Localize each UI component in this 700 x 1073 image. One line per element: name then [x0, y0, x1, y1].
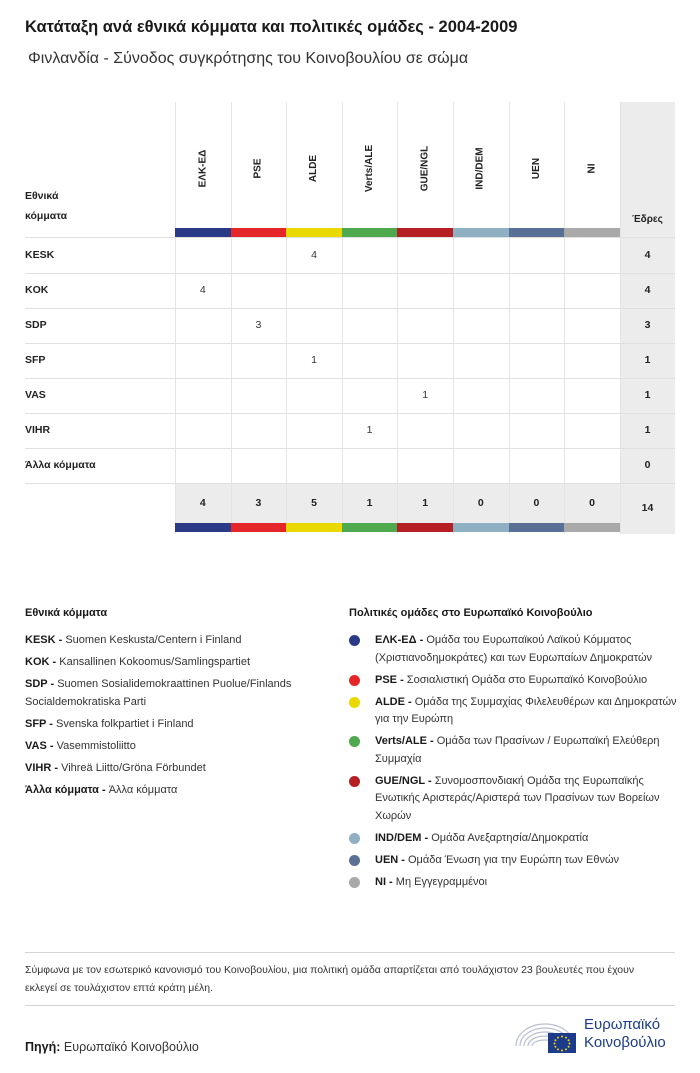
- group-header-label: Verts/ALE: [363, 144, 375, 192]
- group-color-dot-icon: [349, 697, 360, 708]
- political-groups-legend: [349, 632, 679, 896]
- seat-cell: [453, 238, 509, 273]
- party-total-seats: 1: [644, 424, 651, 436]
- group-color-dot-icon: [349, 635, 360, 646]
- seat-cell: 1: [366, 424, 373, 436]
- seat-cell: [564, 413, 620, 448]
- legend-name: Σοσιαλιστική Ομάδα στο Ευρωπαϊκό Κοινοβούλιο: [406, 673, 648, 686]
- seat-cell: [564, 343, 620, 378]
- national-parties-header: Εθνικά κόμματα: [25, 190, 68, 222]
- group-color-dot-icon: [349, 855, 360, 866]
- seat-cell: [564, 448, 620, 483]
- seat-cell: [453, 448, 509, 483]
- group-header-7: [509, 112, 564, 224]
- source-line: [25, 1040, 199, 1054]
- group-total: 1: [366, 497, 373, 509]
- seat-cell: [397, 448, 453, 483]
- seat-cell: [509, 413, 565, 448]
- seat-cell: [509, 273, 565, 308]
- seat-cell: [564, 238, 620, 273]
- seat-cell: [564, 378, 620, 413]
- seat-cell: [564, 273, 620, 308]
- legend-abbr: Verts/ALE -: [375, 735, 437, 747]
- national-parties-legend: [25, 632, 325, 804]
- legend-abbr: KOK -: [25, 656, 60, 668]
- seat-cell: [342, 308, 398, 343]
- group-legend-item: [349, 694, 679, 729]
- group-total: 4: [199, 497, 206, 509]
- seat-cell: [175, 448, 231, 483]
- page-subtitle: Φινλανδία - Σύνοδος συγκρότησης του Κοινοβουλίου σε σώμα: [28, 50, 469, 67]
- party-row-label: KESK: [25, 249, 55, 261]
- legend-abbr: VAS -: [25, 739, 57, 752]
- legend-name: Άλλα κόμματα: [108, 783, 178, 796]
- group-legend-item: [349, 773, 679, 826]
- note-divider-top: [25, 952, 675, 953]
- seat-cell: [342, 448, 398, 483]
- party-total-seats: 0: [644, 459, 651, 471]
- seat-cell: [286, 448, 342, 483]
- legend-abbr: VIHR -: [25, 761, 62, 774]
- party-row-label: KOK: [25, 284, 49, 296]
- group-header-label: UEN: [530, 157, 542, 179]
- party-total-seats: 1: [644, 389, 651, 401]
- group-legend-item: [349, 672, 679, 690]
- group-header-5: [397, 112, 452, 224]
- seat-cell: [342, 343, 398, 378]
- group-total: 0: [477, 497, 484, 509]
- party-row-label: VIHR: [25, 424, 51, 436]
- party-row-label: Άλλα κόμματα: [25, 459, 96, 471]
- group-legend-item: [349, 830, 679, 848]
- seat-cell: [397, 238, 453, 273]
- seat-cell: [453, 273, 509, 308]
- seat-cell: [509, 308, 565, 343]
- group-total: 0: [533, 497, 540, 509]
- party-row-label: SFP: [25, 354, 46, 366]
- national-legend-item: [25, 654, 325, 672]
- group-header-label: ΕΛΚ-ΕΔ: [197, 149, 208, 187]
- source-value: Ευρωπαϊκό Κοινοβούλιο: [63, 1040, 199, 1054]
- seat-cell: [175, 343, 231, 378]
- seat-cell: [509, 343, 565, 378]
- seat-cell: [509, 448, 565, 483]
- party-row-label: VAS: [25, 389, 46, 401]
- logo-text: [584, 1016, 666, 1052]
- seat-cell: [342, 378, 398, 413]
- grand-total-seats: 14: [641, 502, 654, 514]
- group-total: 3: [255, 497, 262, 509]
- legend-name: Ομάδα Ανεξαρτησία/Δημοκρατία: [431, 831, 589, 844]
- legend-name: Ομάδα του Ευρωπαϊκού Λαϊκού Κόμματος (Χριστιανοδημοκράτες) και των Ευρωπαίων Δημοκρατών: [375, 634, 653, 664]
- party-total-seats: 1: [644, 354, 651, 366]
- group-header-label: PSE: [252, 157, 264, 179]
- group-header-6: [453, 112, 508, 224]
- note-divider-bottom: [25, 1005, 675, 1006]
- seats-header: Έδρες: [632, 214, 663, 225]
- seat-cell: [231, 413, 287, 448]
- seat-cell: [231, 448, 287, 483]
- group-color-dot-icon: [349, 776, 360, 787]
- seats-table: [25, 102, 675, 534]
- national-legend-item: [25, 738, 325, 756]
- national-legend-item: [25, 716, 325, 734]
- page-title: Κατάταξη ανά εθνικά κόμματα και πολιτικές ομάδες - 2004-2009: [25, 18, 518, 36]
- group-legend-item: [349, 852, 679, 870]
- group-header-label: ALDE: [308, 154, 320, 182]
- group-color-dot-icon: [349, 833, 360, 844]
- legend-name: Kansallinen Kokoomus/Samlingspartiet: [59, 656, 251, 668]
- seat-cell: [286, 413, 342, 448]
- groups-legend-title: Πολιτικές ομάδες στο Ευρωπαϊκό Κοινοβούλιο: [349, 607, 593, 619]
- seat-cell: [175, 413, 231, 448]
- seat-cell: [397, 308, 453, 343]
- group-color-dot-icon: [349, 877, 360, 888]
- group-color-bar-top: [175, 228, 231, 237]
- group-color-bar-top: [286, 228, 342, 237]
- seat-cell: [286, 308, 342, 343]
- group-legend-item: [349, 632, 679, 667]
- seat-cell: [564, 308, 620, 343]
- rules-note: Σύμφωνα με τον εσωτερικό κανονισμό του Κοινοβουλίου, μια πολιτική ομάδα απαρτίζεται από τουλάχιστον 23 βουλευτές που έχουν εκλεγεί σε τουλάχιστον επτά κράτη μέλη.: [25, 964, 635, 994]
- group-color-bar-top: [397, 228, 453, 237]
- legend-abbr: Άλλα κόμματα -: [25, 783, 109, 796]
- seat-cell: 4: [199, 284, 206, 296]
- group-color-dot-icon: [349, 736, 360, 747]
- logo-line-1: Ευρωπαϊκό: [584, 1016, 661, 1033]
- logo-line-2: Κοινοβούλιο: [584, 1034, 666, 1051]
- party-total-seats: 4: [644, 284, 651, 296]
- group-legend-item: [349, 733, 679, 768]
- group-color-bar-top: [509, 228, 565, 237]
- legend-abbr: ΕΛΚ-ΕΔ -: [375, 634, 427, 646]
- legend-abbr: NI -: [375, 875, 396, 888]
- group-color-bar-top: [231, 228, 287, 237]
- legend-name: Ομάδα της Συμμαχίας Φιλελευθέρων και Δημοκρατών για την Ευρώπη: [375, 695, 677, 725]
- group-header-3: [286, 112, 341, 224]
- seat-cell: [175, 378, 231, 413]
- seat-cell: [231, 273, 287, 308]
- legend-name: Ομάδα Ένωση για την Ευρώπη των Εθνών: [408, 853, 620, 866]
- group-header-2: [231, 112, 286, 224]
- seat-cell: [453, 413, 509, 448]
- seat-cell: [453, 308, 509, 343]
- seat-cell: 1: [422, 389, 429, 401]
- national-legend-item: [25, 632, 325, 650]
- group-total: 5: [311, 497, 317, 509]
- group-header-1: [175, 112, 230, 224]
- legend-name: Vasemmistoliitto: [56, 739, 136, 752]
- group-color-dot-icon: [349, 675, 360, 686]
- seat-cell: 3: [255, 319, 262, 331]
- group-header-4: [342, 112, 397, 224]
- legend-name: Vihreä Liitto/Gröna Förbundet: [61, 761, 206, 774]
- group-total: 0: [589, 497, 595, 509]
- legend-abbr: PSE -: [375, 673, 407, 686]
- group-color-bar-top: [342, 228, 398, 237]
- legend-name: Svenska folkpartiet i Finland: [55, 717, 194, 730]
- legend-name: Ομάδα των Πρασίνων / Ευρωπαϊκή Ελεύθερη Συμμαχία: [375, 735, 660, 765]
- group-header-label: IND/DEM: [474, 146, 486, 190]
- party-total-seats: 3: [644, 319, 651, 331]
- seat-cell: [453, 343, 509, 378]
- group-header-8: [564, 112, 619, 224]
- seat-cell: [342, 273, 398, 308]
- legend-abbr: ALDE -: [375, 695, 415, 708]
- seat-cell: 1: [311, 354, 317, 366]
- source-label: Πηγή:: [25, 1040, 61, 1054]
- legend-name: Suomen Sosialidemokraattinen Puolue/Finlands Socialdemokratiska Parti: [25, 678, 292, 708]
- seat-cell: [509, 378, 565, 413]
- national-legend-title: Εθνικά κόμματα: [25, 607, 108, 619]
- legend-abbr: KESK -: [25, 634, 66, 646]
- seat-cell: [231, 238, 287, 273]
- seat-cell: [397, 413, 453, 448]
- legend-abbr: SFP -: [25, 717, 56, 730]
- ep-logo: [512, 1014, 682, 1058]
- seat-cell: [397, 343, 453, 378]
- legend-abbr: SDP -: [25, 678, 58, 690]
- legend-abbr: UEN -: [375, 853, 408, 866]
- legend-name: Suomen Keskusta/Centern i Finland: [65, 634, 242, 646]
- seat-cell: [231, 378, 287, 413]
- group-color-bar-top: [453, 228, 509, 237]
- national-legend-item: [25, 676, 325, 711]
- national-legend-item: [25, 760, 325, 778]
- seat-cell: [175, 308, 231, 343]
- seat-cell: [231, 343, 287, 378]
- legend-abbr: IND/DEM -: [375, 831, 432, 844]
- legend-name: Μη Εγγεγραμμένοι: [395, 875, 488, 888]
- group-total: 1: [422, 497, 429, 509]
- seat-cell: [509, 238, 565, 273]
- group-legend-item: [349, 874, 679, 892]
- seat-cell: [286, 273, 342, 308]
- seat-cell: [286, 378, 342, 413]
- seat-cell: 4: [311, 249, 317, 261]
- legend-abbr: GUE/NGL -: [375, 774, 435, 787]
- national-legend-item: [25, 782, 325, 800]
- group-header-label: GUE/NGL: [419, 145, 431, 191]
- group-header-label: NI: [586, 163, 598, 173]
- parliament-emblem-icon: [512, 1016, 578, 1056]
- legend-name: Συνομοσπονδιακή Ομάδα της Ευρωπαϊκής Ενωτικής Αριστεράς/Αριστερά των Πρασίνων των Βορείων Χωρών: [375, 774, 660, 822]
- seat-cell: [397, 273, 453, 308]
- seat-cell: [175, 238, 231, 273]
- group-color-bar-top: [564, 228, 620, 237]
- seat-cell: [342, 238, 398, 273]
- party-total-seats: 4: [644, 249, 651, 261]
- seat-cell: [453, 378, 509, 413]
- party-row-label: SDP: [25, 319, 47, 331]
